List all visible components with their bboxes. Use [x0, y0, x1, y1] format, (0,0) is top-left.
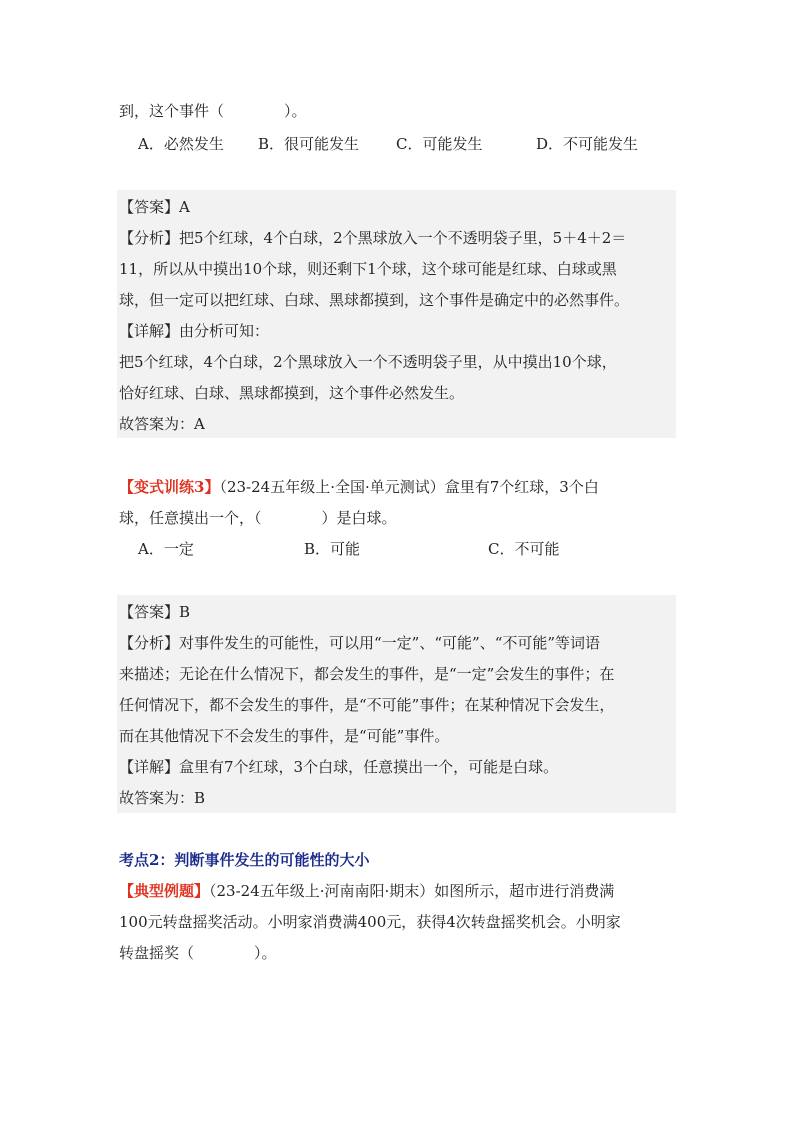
analysis-line	[119, 228, 626, 248]
question-text-line: 转盘摇奖（ ）。	[119, 944, 277, 962]
question-text-line	[119, 881, 614, 901]
answer-line	[119, 197, 190, 217]
analysis-line: 11，所以从中摸出10个球，则还剩下1个球，这个球可能是红球、白球或黑	[119, 260, 617, 278]
analysis-tag: 【分析】	[119, 229, 180, 247]
question-text-line	[119, 477, 599, 497]
option-a: A．必然发生	[138, 135, 224, 153]
analysis-line: 任何情况下，都不会发生的事件，是“不可能”事件；在某种情况下会发生，	[119, 696, 615, 714]
answer-tag: 【答案】	[119, 198, 180, 216]
question-text: （23-24五年级上·全国·单元测试）盒里有7个红球，3个白	[219, 478, 599, 496]
analysis-tag: 【分析】	[119, 634, 180, 652]
detail-line	[119, 321, 269, 341]
detail-line	[119, 757, 558, 777]
analysis-line	[119, 633, 600, 653]
option-b: B．很可能发生	[258, 135, 360, 153]
detail-line: 恰好红球、白球、黑球都摸到，这个事件必然发生。	[119, 384, 465, 402]
answer-value: A	[179, 198, 190, 216]
question-text: （23-24五年级上·河南南阳·期末）如图所示，超市进行消费满	[209, 882, 615, 900]
answer-line	[119, 602, 190, 622]
option-c: C．可能发生	[396, 135, 483, 153]
question-text-line: 球，任意摸出一个，（ ）是白球。	[119, 509, 397, 527]
option-a: A．一定	[138, 540, 194, 558]
detail-line: 把5个红球，4个白球，2个黑球放入一个不透明袋子里，从中摸出10个球，	[119, 353, 617, 371]
question-tag: 【典型例题】	[119, 882, 210, 900]
answer-value: B	[179, 603, 191, 621]
analysis-text: 对事件发生的可能性，可以用“一定”、“可能”、“不可能”等词语	[179, 634, 601, 652]
question-tag: 【变式训练3】	[119, 478, 220, 496]
analysis-line: 而在其他情况下不会发生的事件，是“可能”事件。	[119, 727, 450, 745]
answer-box	[117, 190, 676, 438]
analysis-text: 把5个红球，4个白球，2个黑球放入一个不透明袋子里，5＋4＋2＝	[179, 229, 627, 247]
option-b: B．可能	[304, 540, 361, 558]
detail-tag: 【详解】	[119, 758, 180, 776]
detail-tag: 【详解】	[119, 322, 180, 340]
question-text-line: 100元转盘摇奖活动。小明家消费满400元，获得4次转盘摇奖机会。小明家	[119, 913, 621, 931]
section-heading: 考点2：判断事件发生的可能性的大小	[119, 851, 370, 869]
answer-box	[117, 595, 676, 813]
analysis-line: 来描述；无论在什么情况下，都会发生的事件，是“一定”会发生的事件；在	[119, 665, 615, 683]
final-answer: 故答案为：B	[119, 789, 206, 807]
option-c: C．不可能	[488, 540, 560, 558]
option-d: D．不可能发生	[536, 135, 639, 153]
detail-text: 由分析可知：	[179, 322, 270, 340]
final-answer: 故答案为：A	[119, 415, 205, 433]
analysis-line: 球，但一定可以把红球、白球、黑球都摸到，这个事件是确定中的必然事件。	[119, 291, 630, 309]
detail-text: 盒里有7个红球，3个白球，任意摸出一个，可能是白球。	[179, 758, 559, 776]
question-text-line: 到，这个事件（ ）。	[119, 102, 307, 120]
answer-tag: 【答案】	[119, 603, 180, 621]
